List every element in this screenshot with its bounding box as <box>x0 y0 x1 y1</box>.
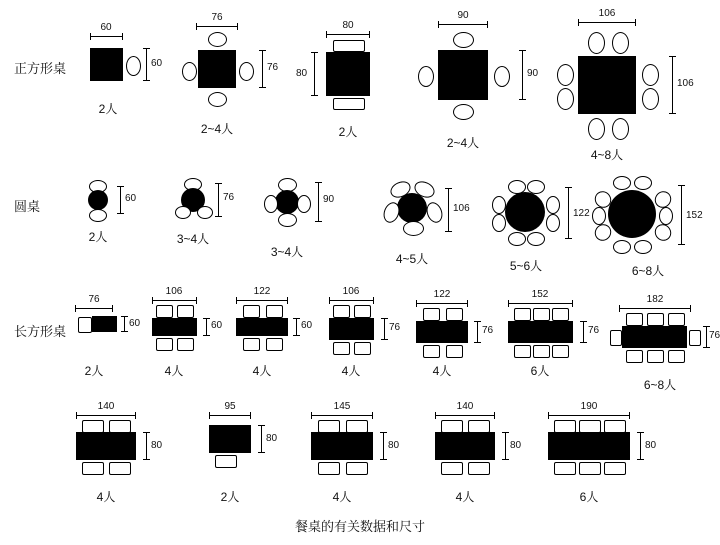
chair <box>423 308 440 321</box>
chair <box>689 330 701 346</box>
capacity-label: 4人 <box>164 364 184 378</box>
capacity-label: 4人 <box>432 364 452 378</box>
chair <box>546 196 560 214</box>
capacity-label: 4人 <box>455 490 475 504</box>
square-tables-label: 正方形桌 <box>14 61 67 76</box>
chair <box>197 206 213 219</box>
chair <box>156 305 173 318</box>
chair <box>156 338 173 351</box>
capacity-label: 3~4人 <box>176 232 210 246</box>
capacity-label: 6人 <box>579 490 599 504</box>
chair <box>239 62 254 81</box>
chair <box>297 195 311 213</box>
chair <box>634 176 652 190</box>
chair <box>208 92 227 107</box>
dim-r3c2-height: 60 <box>211 320 223 331</box>
chair <box>668 350 685 363</box>
dim-r1c2-width: 76 <box>211 12 223 23</box>
dim-r3c4-height: 76 <box>389 322 401 333</box>
chair <box>423 345 440 358</box>
dim-r2c1: 60 <box>125 193 137 204</box>
chair <box>418 66 434 87</box>
dim-r3c5-height: 76 <box>482 325 494 336</box>
chair <box>494 66 510 87</box>
chair <box>610 330 622 346</box>
chair <box>78 317 92 333</box>
dim-r3c6-width: 152 <box>531 289 549 300</box>
table-square-60 <box>90 48 123 81</box>
chair <box>634 240 652 254</box>
chair <box>89 209 107 222</box>
dim-r3c6-height: 76 <box>588 325 600 336</box>
dim-r4c1-height: 80 <box>151 440 163 451</box>
chair <box>215 455 237 468</box>
capacity-label: 2人 <box>220 490 240 504</box>
chair <box>208 32 227 47</box>
table-rect-145x80 <box>311 432 373 460</box>
chair <box>453 104 474 120</box>
chair <box>613 240 631 254</box>
dim-r3c1-height: 60 <box>129 318 141 329</box>
figure-title: 餐桌的有关数据和尺寸 <box>294 519 426 534</box>
chair <box>468 462 490 475</box>
chair <box>659 207 673 225</box>
chair <box>333 98 365 110</box>
capacity-label: 4人 <box>341 364 361 378</box>
capacity-label: 3~4人 <box>270 245 304 259</box>
chair <box>266 305 283 318</box>
table-round-90 <box>275 190 299 214</box>
dim-r1c5-width: 106 <box>598 8 616 19</box>
chair <box>647 350 664 363</box>
capacity-label: 6~8人 <box>643 378 677 392</box>
table-rect-140x80-b <box>435 432 495 460</box>
chair <box>278 213 297 227</box>
chair <box>346 462 368 475</box>
table-rect-76x60 <box>92 316 117 332</box>
dim-r4c5-height: 80 <box>645 440 657 451</box>
table-square-80 <box>326 52 370 96</box>
table-rect-152x76 <box>508 321 573 343</box>
dim-r3c4-width: 106 <box>342 286 360 297</box>
dim-r4c2-height: 80 <box>266 433 278 444</box>
capacity-label: 2~4人 <box>200 122 234 136</box>
chair <box>612 32 629 54</box>
dim-r4c5-width: 190 <box>580 401 598 412</box>
chair <box>626 313 643 326</box>
table-rect-122x76 <box>416 321 468 343</box>
dim-r2c3: 90 <box>323 194 335 205</box>
dim-r4c3-height: 80 <box>388 440 400 451</box>
table-rect-140x80 <box>76 432 136 460</box>
chair <box>446 308 463 321</box>
table-rect-122x60 <box>236 318 288 336</box>
chair <box>642 88 659 110</box>
dim-r1c4-height: 90 <box>527 68 539 79</box>
chair <box>333 305 350 318</box>
chair <box>554 462 576 475</box>
chair <box>533 345 550 358</box>
table-rect-106x76 <box>329 318 374 340</box>
dim-r1c3-width: 80 <box>342 20 354 31</box>
capacity-label: 4人 <box>332 490 352 504</box>
chair <box>354 342 371 355</box>
chair <box>441 462 463 475</box>
chair <box>492 196 506 214</box>
chair <box>333 40 365 52</box>
table-square-106 <box>578 56 636 114</box>
capacity-label: 2人 <box>84 364 104 378</box>
dim-r3c3-height: 60 <box>301 320 313 331</box>
dim-r3c2-width: 106 <box>165 286 183 297</box>
chair <box>453 32 474 48</box>
capacity-label: 2人 <box>338 125 358 139</box>
chair <box>175 206 191 219</box>
chair <box>403 221 424 236</box>
rect-tables-label: 长方形桌 <box>14 324 67 339</box>
table-round-106 <box>397 193 427 223</box>
table-round-122 <box>505 192 545 232</box>
round-tables-label: 圆桌 <box>14 199 41 214</box>
chair <box>333 342 350 355</box>
dim-r1c1-width: 60 <box>100 22 112 33</box>
capacity-label: 2人 <box>88 230 108 244</box>
dim-r1c1-height: 60 <box>151 58 163 69</box>
table-rect-190x80 <box>548 432 630 460</box>
chair <box>642 64 659 86</box>
dim-r3c1-width: 76 <box>88 294 100 305</box>
dim-r4c4-width: 140 <box>456 401 474 412</box>
capacity-label: 4人 <box>252 364 272 378</box>
chair <box>318 462 340 475</box>
chair <box>177 338 194 351</box>
chair <box>354 305 371 318</box>
dim-r2c2: 76 <box>223 192 235 203</box>
chair <box>592 207 606 225</box>
capacity-label: 4~8人 <box>590 148 624 162</box>
dim-r4c4-height: 80 <box>510 440 522 451</box>
dim-r2c6: 152 <box>686 210 703 221</box>
chair <box>126 56 141 76</box>
chair <box>647 313 664 326</box>
chair <box>82 462 104 475</box>
capacity-label: 2~4人 <box>446 136 480 150</box>
chair <box>266 338 283 351</box>
chair <box>508 232 526 246</box>
table-round-60 <box>88 190 108 210</box>
chair <box>588 118 605 140</box>
dim-r3c5-width: 122 <box>433 289 451 300</box>
chair <box>588 32 605 54</box>
chair <box>492 214 506 232</box>
chair <box>668 313 685 326</box>
capacity-label: 2人 <box>98 102 118 116</box>
table-rect-106x60 <box>152 318 197 336</box>
chair <box>604 462 626 475</box>
chair <box>514 345 531 358</box>
table-square-76 <box>198 50 236 88</box>
chair <box>533 308 550 321</box>
table-rect-182x76 <box>622 326 687 348</box>
dim-r2c4: 106 <box>453 203 470 214</box>
chair <box>651 221 674 244</box>
capacity-label: 5~6人 <box>509 259 543 273</box>
chair <box>552 308 569 321</box>
chair <box>579 462 601 475</box>
dim-r1c5-height: 106 <box>677 78 694 89</box>
capacity-label: 6~8人 <box>631 264 665 278</box>
chair <box>527 232 545 246</box>
chair <box>612 118 629 140</box>
chair <box>243 305 260 318</box>
dim-r2c5: 122 <box>573 208 590 219</box>
dim-r1c4-width: 90 <box>457 10 469 21</box>
chair <box>546 214 560 232</box>
chair <box>177 305 194 318</box>
chair <box>264 195 278 213</box>
dim-r1c3-height: 80 <box>296 68 308 79</box>
chair <box>557 88 574 110</box>
table-square-90 <box>438 50 488 100</box>
chair <box>424 200 445 225</box>
chair <box>613 176 631 190</box>
chair <box>557 64 574 86</box>
table-round-152 <box>608 190 656 238</box>
table-rect-95x80 <box>209 425 251 453</box>
dim-r1c2-height: 76 <box>267 62 279 73</box>
dim-r4c1-width: 140 <box>97 401 115 412</box>
chair <box>552 345 569 358</box>
chair <box>626 350 643 363</box>
chair <box>109 462 131 475</box>
dim-r4c3-width: 145 <box>333 401 351 412</box>
dim-r3c3-width: 122 <box>253 286 271 297</box>
dim-r3c7-width: 182 <box>646 294 664 305</box>
dim-r4c2-width: 95 <box>224 401 236 412</box>
capacity-label: 4人 <box>96 490 116 504</box>
chair <box>182 62 197 81</box>
capacity-label: 6人 <box>530 364 550 378</box>
dim-r3c7-height: 76 <box>709 330 720 341</box>
chair <box>446 345 463 358</box>
capacity-label: 4~5人 <box>395 252 429 266</box>
chair <box>514 308 531 321</box>
chair <box>243 338 260 351</box>
